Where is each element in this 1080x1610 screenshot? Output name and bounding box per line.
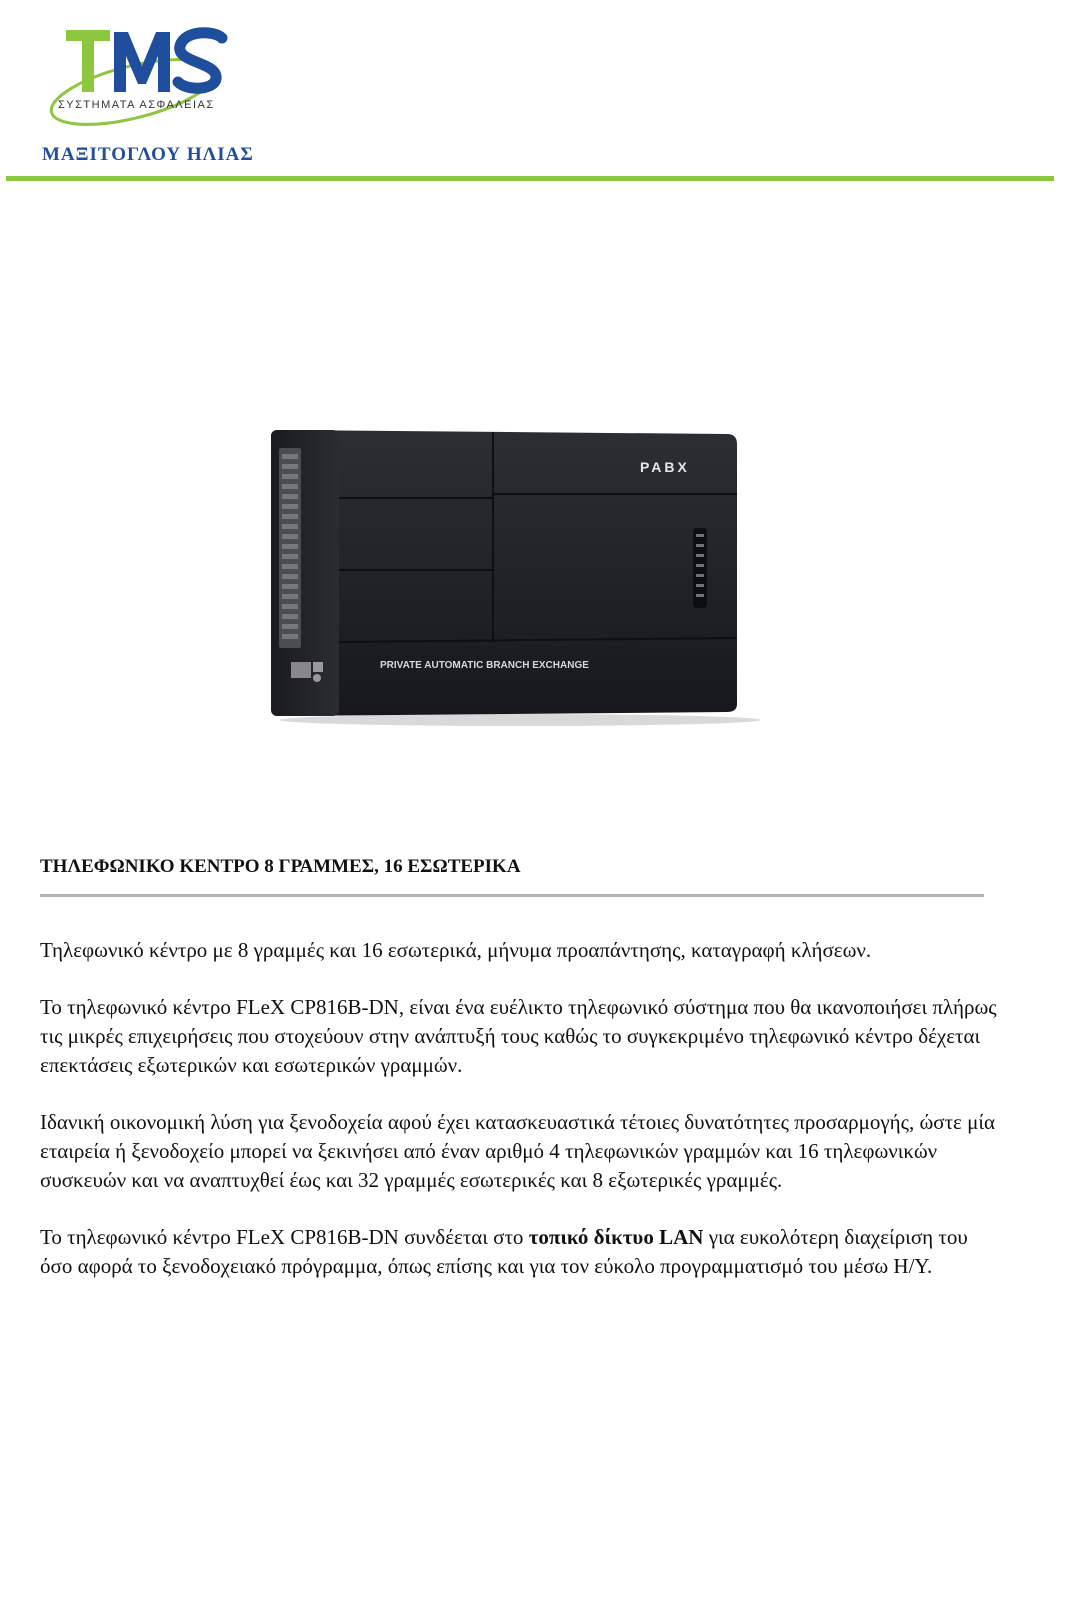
tms-logo-graphic <box>38 22 268 142</box>
company-logo <box>38 22 268 172</box>
paragraph-summary: Τηλεφωνικό κέντρο με 8 γραμμές και 16 εσωτερικά, μήνυμα προαπάντησης, καταγραφή κλήσεων. <box>40 938 872 962</box>
paragraph-lan-bold: τοπικό δίκτυο LAN <box>528 1225 704 1249</box>
page-title: ΤΗΛΕΦΩΝΙΚΟ ΚΕΝΤΡΟ 8 ΓΡΑΜΜΕΣ, 16 ΕΣΩΤΕΡΙΚΑ <box>40 856 521 877</box>
paragraph-overview: Το τηλεφωνικό κέντρο FLeX CP816B-DN, είναι ένα ευέλικτο τηλεφωνικό σύστημα που θα ικανοποιήσει πλήρως τις μικρές επιχειρήσεις που στοχεύουν στην ανάπτυξή τους καθώς το συγκεκριμένο τηλεφωνικό κέντρο δέχεται επεκτάσεις εξωτερικών και εσωτερικών γραμμών. <box>40 995 997 1077</box>
lan-port-icon <box>291 662 311 678</box>
paragraph-lan <box>40 1223 1000 1281</box>
pabx-label: PABX <box>640 459 690 475</box>
device-caption: PRIVATE AUTOMATIC BRANCH EXCHANGE <box>380 660 589 671</box>
paragraph-hotels: Ιδανική οικονομική λύση για ξενοδοχεία αφού έχει κατασκευαστικά τέτοιες δυνατότητες προσαρμογής, ώστε μία εταιρεία ή ξενοδοχείο μπορεί να ξεκινήσει από έναν αριθμό 4 τηλεφωνικών γραμμών και 16 τηλεφωνικών συσκευών και να αναπτυχθεί έως και 32 γραμμές εσωτερικές και 8 εξωτερικές γραμμές. <box>40 1110 996 1192</box>
header-divider <box>6 176 1054 181</box>
product-description <box>40 936 1000 1309</box>
company-owner-name: ΜΑΞΙΤΟΓΛΟΥ ΗΛΙΑΣ <box>42 144 254 165</box>
logo-tagline: ΣΥΣΤΗΜΑΤΑ ΑΣΦΑΛΕΙΑΣ <box>58 99 215 111</box>
paragraph-lan-end: για ευκολότερη διαχείριση του όσο αφορά το ξενοδοχειακό πρόγραμμα, όπως επίσης και για τον εύκολο προγραμματισμό του μέσω Η/Υ. <box>40 1225 968 1278</box>
pabx-device-illustration <box>265 428 765 728</box>
paragraph-lan-start: Το τηλεφωνικό κέντρο FLeX CP816B-DN συνδέεται στο <box>40 1225 529 1249</box>
title-divider <box>40 894 984 897</box>
product-image <box>265 428 765 728</box>
